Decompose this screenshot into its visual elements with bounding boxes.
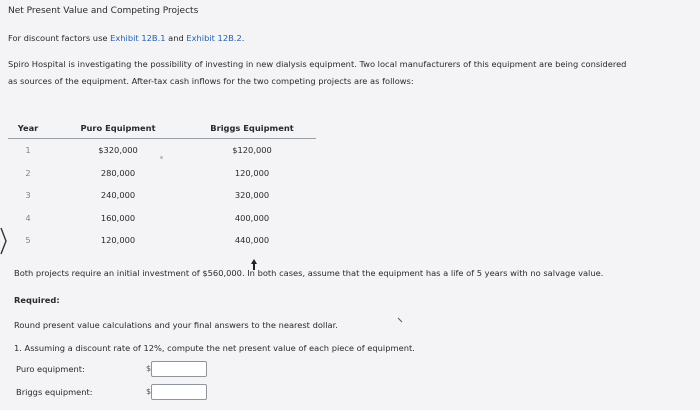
- cell-year: 3: [25, 190, 31, 201]
- description-line-2: as sources of the equipment. After-tax cash inflows for the two competing projects are as follows:: [8, 76, 414, 86]
- table-row: [8, 229, 316, 252]
- investment-note: Both projects require an initial investment of $560,000. In both cases, assume that the equipment has a life of 5 years with no salvage value.: [14, 268, 604, 278]
- cell-puro: $320,000: [98, 145, 138, 156]
- exhibit-12b1-link[interactable]: Exhibit 12B.1: [110, 33, 166, 43]
- instructions-suffix: .: [241, 33, 245, 43]
- table-header-row: [8, 118, 316, 139]
- puro-currency-sign: $: [146, 364, 152, 373]
- briggs-answer-label: Briggs equipment:: [16, 387, 93, 397]
- briggs-npv-input[interactable]: [151, 384, 207, 400]
- header-briggs: Briggs Equipment: [188, 118, 316, 139]
- cell-briggs: 440,000: [234, 235, 270, 246]
- puro-answer-label: Puro equipment:: [16, 364, 85, 374]
- briggs-currency-sign: $: [146, 387, 152, 396]
- discount-factor-instructions: [8, 33, 244, 43]
- cell-briggs: 400,000: [234, 212, 270, 223]
- table-row: [8, 162, 316, 185]
- cash-inflow-table: [8, 118, 316, 252]
- cell-briggs: 120,000: [234, 167, 270, 178]
- cell-puro: 280,000: [100, 167, 136, 178]
- chevron-right-icon: [0, 226, 8, 256]
- rounding-note: Round present value calculations and your final answers to the nearest dollar.: [14, 320, 338, 330]
- cell-briggs: $120,000: [232, 145, 272, 156]
- cell-briggs: 320,000: [234, 190, 270, 201]
- header-puro: Puro Equipment: [48, 118, 188, 139]
- exhibit-12b2-link[interactable]: Exhibit 12B.2: [186, 33, 242, 43]
- header-year: Year: [8, 118, 48, 139]
- cell-puro: 120,000: [100, 235, 136, 246]
- instructions-and: and: [165, 33, 187, 43]
- description-line-1: Spiro Hospital is investigating the possibility of investing in new dialysis equipment. Two local manufacturers of this equipment are being considered: [8, 59, 627, 69]
- cell-puro: 160,000: [100, 212, 136, 223]
- cell-year: 5: [25, 235, 31, 246]
- puro-npv-input[interactable]: [151, 361, 207, 377]
- cell-puro: 240,000: [100, 190, 136, 201]
- instructions-prefix: For discount factors use: [8, 33, 111, 43]
- small-arrow-icon: [397, 317, 403, 323]
- table-row: [8, 207, 316, 230]
- stray-dot: [160, 156, 163, 159]
- question-1: 1. Assuming a discount rate of 12%, compute the net present value of each piece of equipment.: [14, 343, 415, 353]
- cell-year: 4: [25, 212, 31, 223]
- problem-description: [8, 56, 626, 90]
- cell-year: 1: [25, 145, 31, 156]
- problem-title: Net Present Value and Competing Projects: [8, 6, 199, 16]
- table-row: [8, 184, 316, 207]
- cell-year: 2: [25, 167, 31, 178]
- required-heading: Required:: [14, 295, 60, 305]
